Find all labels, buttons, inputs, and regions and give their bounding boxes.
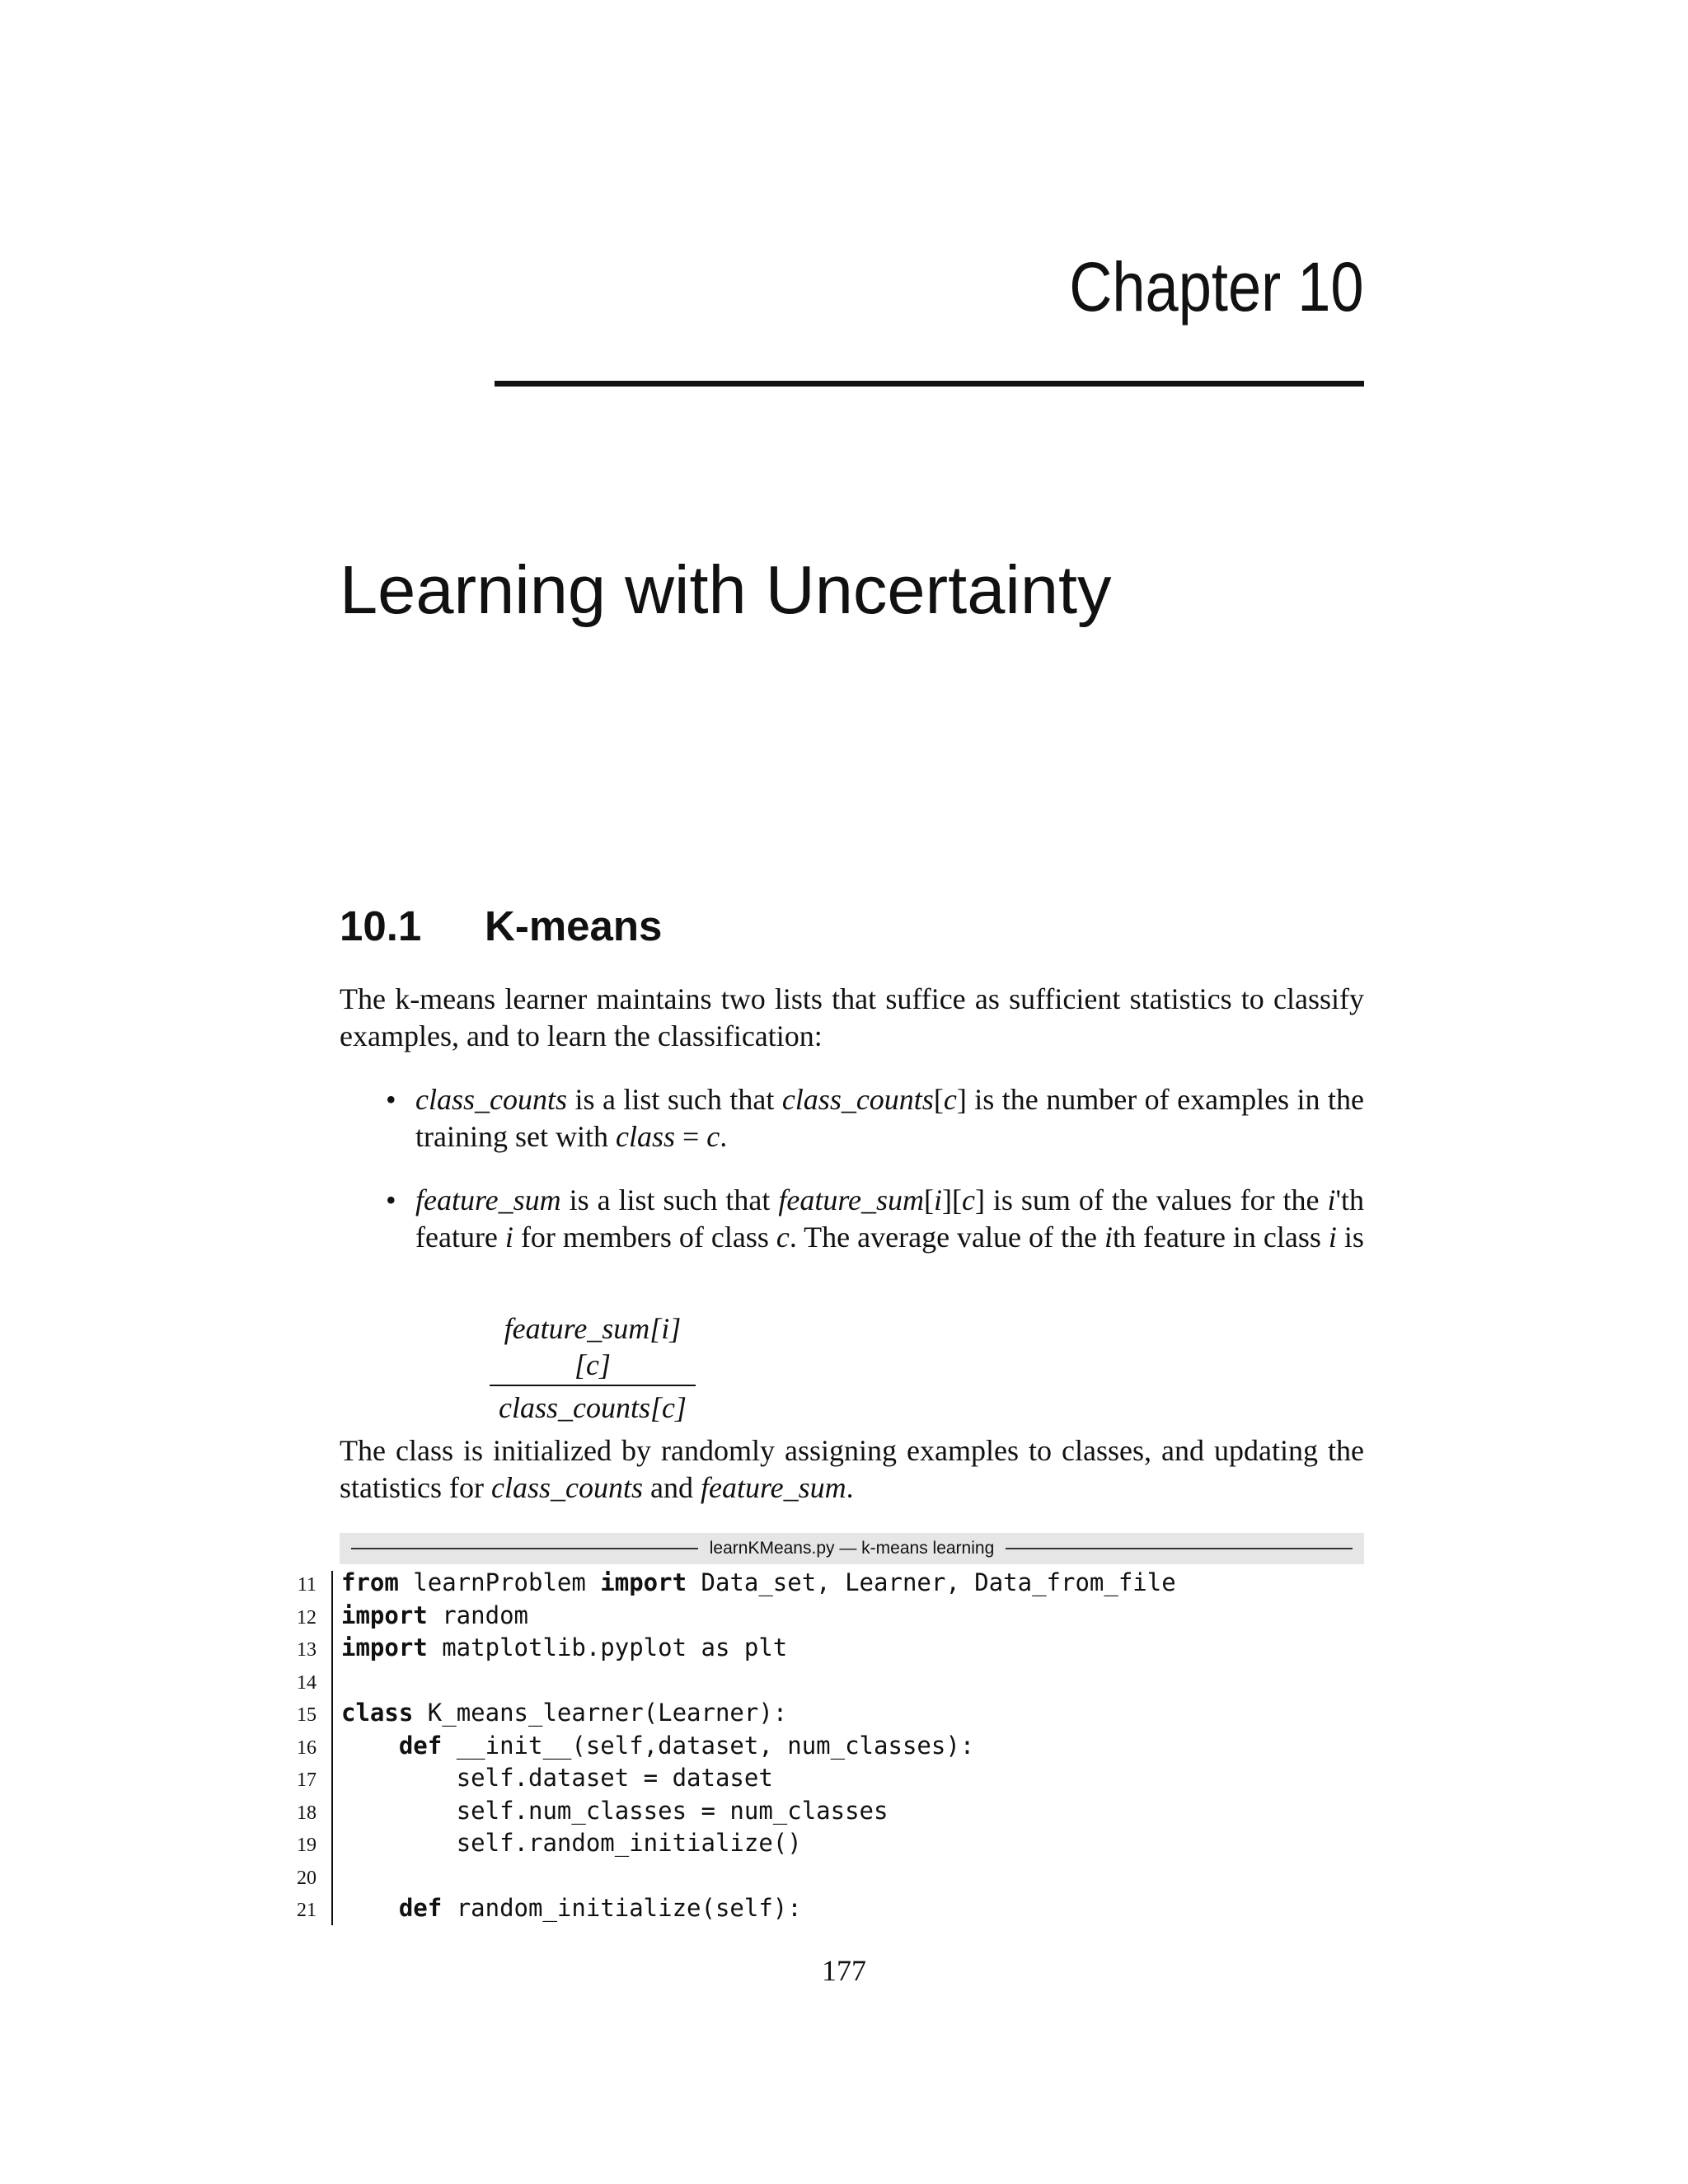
code-text: [341, 1892, 802, 1925]
term: c: [943, 1083, 957, 1116]
chapter-rule: [495, 381, 1364, 387]
text: .: [720, 1120, 728, 1153]
text: [: [924, 1183, 934, 1216]
listing-caption-text: learnKMeans.py — k-means learning: [709, 1539, 995, 1558]
line-number: 18: [297, 1802, 316, 1824]
code-keyword: def: [398, 1731, 443, 1760]
term: i: [504, 1221, 513, 1254]
code-fragment: learnProblem: [398, 1568, 601, 1596]
code-fragment: self.dataset = dataset: [456, 1764, 773, 1792]
code-text: [341, 1795, 888, 1828]
code-line: [0, 1860, 1688, 1893]
closing-paragraph: [340, 1432, 1364, 1507]
term: feature_sum: [700, 1471, 846, 1504]
line-number: 21: [297, 1900, 316, 1921]
code-fragment: self.random_initialize(): [456, 1829, 802, 1857]
chapter-label: Chapter 10: [1069, 248, 1364, 326]
code-fragment: matplotlib.pyplot as plt: [427, 1633, 788, 1661]
term: feature_sum: [415, 1183, 561, 1216]
code-listing: [0, 1567, 1688, 1925]
caption-rule-left: [351, 1548, 698, 1549]
term: i: [1104, 1221, 1113, 1254]
term: class_counts: [415, 1083, 567, 1116]
code-keyword: import: [341, 1633, 428, 1661]
code-text: [341, 1730, 974, 1763]
intro-paragraph: The k-means learner maintains two lists that suffice as sufficient statistics to classify examples, and to learn the classification:: [340, 982, 1364, 1052]
text: ] is the number of examples in the training set with: [415, 1083, 1364, 1153]
section-number: 10.1: [340, 902, 422, 949]
line-number: 15: [297, 1704, 316, 1726]
text: 'th feature: [415, 1183, 1365, 1254]
code-fragment: [341, 1894, 399, 1922]
code-fragment: random_initialize(self):: [442, 1894, 802, 1922]
code-fragment: self.num_classes = num_classes: [456, 1796, 889, 1825]
code-fragment: Data_set, Learner, Data_from_file: [687, 1568, 1176, 1596]
code-keyword: class: [341, 1699, 414, 1727]
code-fragment: __init__(self,dataset, num_classes):: [442, 1731, 975, 1760]
code-fragment: [341, 1829, 457, 1857]
code-fragment: [341, 1764, 457, 1792]
code-keyword: def: [398, 1894, 443, 1922]
text: is: [1336, 1221, 1364, 1254]
formula-denominator: class_counts[c]: [499, 1391, 687, 1424]
code-keyword: import: [341, 1601, 428, 1629]
text: ] is sum of the values for the: [974, 1183, 1328, 1216]
text: is a list such that: [560, 1183, 779, 1216]
line-number: 12: [297, 1606, 316, 1629]
text: ][: [942, 1183, 962, 1216]
average-formula: [490, 1310, 696, 1426]
code-line: [0, 1567, 1688, 1600]
code-fragment: [341, 1732, 399, 1760]
code-text: [341, 1827, 802, 1860]
line-number: 11: [297, 1574, 316, 1596]
term: i: [1328, 1221, 1337, 1254]
term: class_counts: [490, 1471, 643, 1504]
bullet-class-counts: [415, 1081, 1364, 1155]
code-line: [0, 1665, 1688, 1698]
line-number: 13: [297, 1639, 316, 1661]
term: c: [962, 1183, 975, 1216]
text: . The average value of the: [789, 1221, 1104, 1254]
code-line: [0, 1795, 1688, 1828]
formula-numerator: feature_sum[i][c]: [504, 1312, 682, 1381]
text: The class is initialized by randomly assigning examples to classes, and updating the statistics for: [340, 1434, 1364, 1504]
code-text: [341, 1632, 787, 1665]
line-number: 17: [297, 1769, 316, 1791]
code-fragment: [341, 1797, 457, 1825]
term: class_counts: [781, 1083, 934, 1116]
code-fragment: K_means_learner(Learner):: [413, 1699, 788, 1727]
section-heading: [340, 902, 662, 950]
code-line: [0, 1730, 1688, 1763]
text: is a list such that: [567, 1083, 782, 1116]
listing-caption: [340, 1533, 1364, 1564]
text: and: [642, 1471, 701, 1504]
text: =: [674, 1120, 707, 1153]
code-fragment: random: [427, 1601, 528, 1629]
code-line: [0, 1892, 1688, 1925]
code-line: [0, 1827, 1688, 1860]
text: .: [846, 1471, 854, 1504]
chapter-title: Learning with Uncertainty: [340, 551, 1112, 628]
code-keyword: from: [341, 1568, 399, 1596]
code-text: [341, 1567, 1176, 1600]
text: for members of class: [513, 1221, 776, 1254]
code-text: [341, 1600, 528, 1633]
text: th feature in class: [1113, 1221, 1329, 1254]
line-number: 19: [297, 1835, 316, 1856]
fraction-bar: [490, 1385, 696, 1386]
caption-rule-right: [1006, 1548, 1353, 1549]
code-line: [0, 1600, 1688, 1633]
code-text: [341, 1697, 787, 1730]
line-number: 14: [297, 1671, 316, 1694]
code-keyword: import: [600, 1568, 687, 1596]
code-line: [0, 1632, 1688, 1665]
term: i: [934, 1183, 943, 1216]
section-title: K-means: [485, 902, 663, 949]
code-line: [0, 1762, 1688, 1795]
line-number: 16: [297, 1736, 316, 1759]
page-number: 177: [822, 1954, 866, 1987]
term: c: [776, 1221, 790, 1254]
term: i: [1327, 1183, 1336, 1216]
term: class: [615, 1120, 675, 1153]
line-number: 20: [297, 1867, 316, 1889]
text: [: [933, 1083, 944, 1116]
term: feature_sum: [778, 1183, 924, 1216]
code-text: [341, 1762, 773, 1795]
code-line: [0, 1697, 1688, 1730]
bullet-feature-sum: [415, 1182, 1364, 1256]
term: c: [706, 1120, 720, 1153]
